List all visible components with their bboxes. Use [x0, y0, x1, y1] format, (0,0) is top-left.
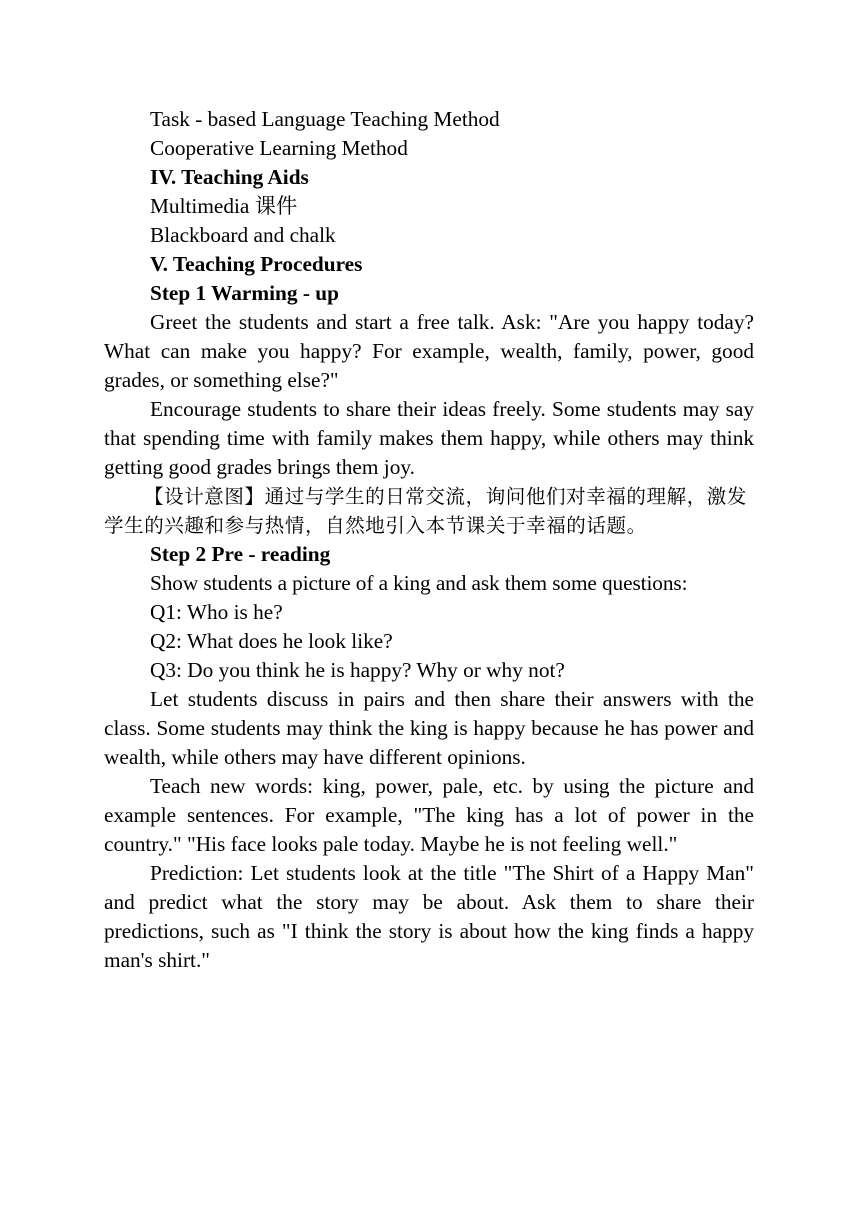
aid-blackboard: Blackboard and chalk — [150, 223, 336, 247]
method-task-based: Task - based Language Teaching Method — [150, 107, 500, 131]
step1-paragraph-encourage: Encourage students to share their ideas freely. Some students may say that spending time with family makes them happy, while others may think getting good grades brings them joy. — [104, 397, 754, 479]
method-cooperative: Cooperative Learning Method — [150, 136, 408, 160]
step1-paragraph-greet: Greet the students and start a free talk. Ask: "Are you happy today? What can make you happy? For example, wealth, family, power, good grades, or something else?" — [104, 310, 754, 392]
section-heading-teaching-aids: IV. Teaching Aids — [150, 165, 309, 189]
step1-heading: Step 1 Warming - up — [150, 281, 339, 305]
aid-multimedia: Multimedia 课件 — [150, 194, 298, 218]
section-heading-teaching-procedures: V. Teaching Procedures — [150, 252, 363, 276]
step2-question-2: Q2: What does he look like? — [150, 629, 393, 653]
step2-paragraph-new-words: Teach new words: king, power, pale, etc. by using the picture and example sentences. For example, "The king has a lot of power in the country." "His face looks pale today. Maybe he is not feeling well." — [104, 774, 754, 856]
document-page — [104, 105, 754, 975]
step2-paragraph-prediction: Prediction: Let students look at the title "The Shirt of a Happy Man" and predict what the story may be about. Ask them to share their predictions, such as "I think the story is about how the king finds a happy man's shirt." — [104, 861, 754, 972]
step2-question-1: Q1: Who is he? — [150, 600, 283, 624]
step1-design-intent: 【设计意图】通过与学生的日常交流，询问他们对幸福的理解，激发学生的兴趣和参与热情，自然地引入本节课关于幸福的话题。 — [104, 485, 748, 537]
step2-paragraph-discuss: Let students discuss in pairs and then share their answers with the class. Some students may think the king is happy because he has power and wealth, while others may have different opinions. — [104, 687, 754, 769]
step2-heading: Step 2 Pre - reading — [150, 542, 331, 566]
step2-intro: Show students a picture of a king and ask them some questions: — [150, 571, 688, 595]
step2-question-3: Q3: Do you think he is happy? Why or why not? — [150, 658, 565, 682]
